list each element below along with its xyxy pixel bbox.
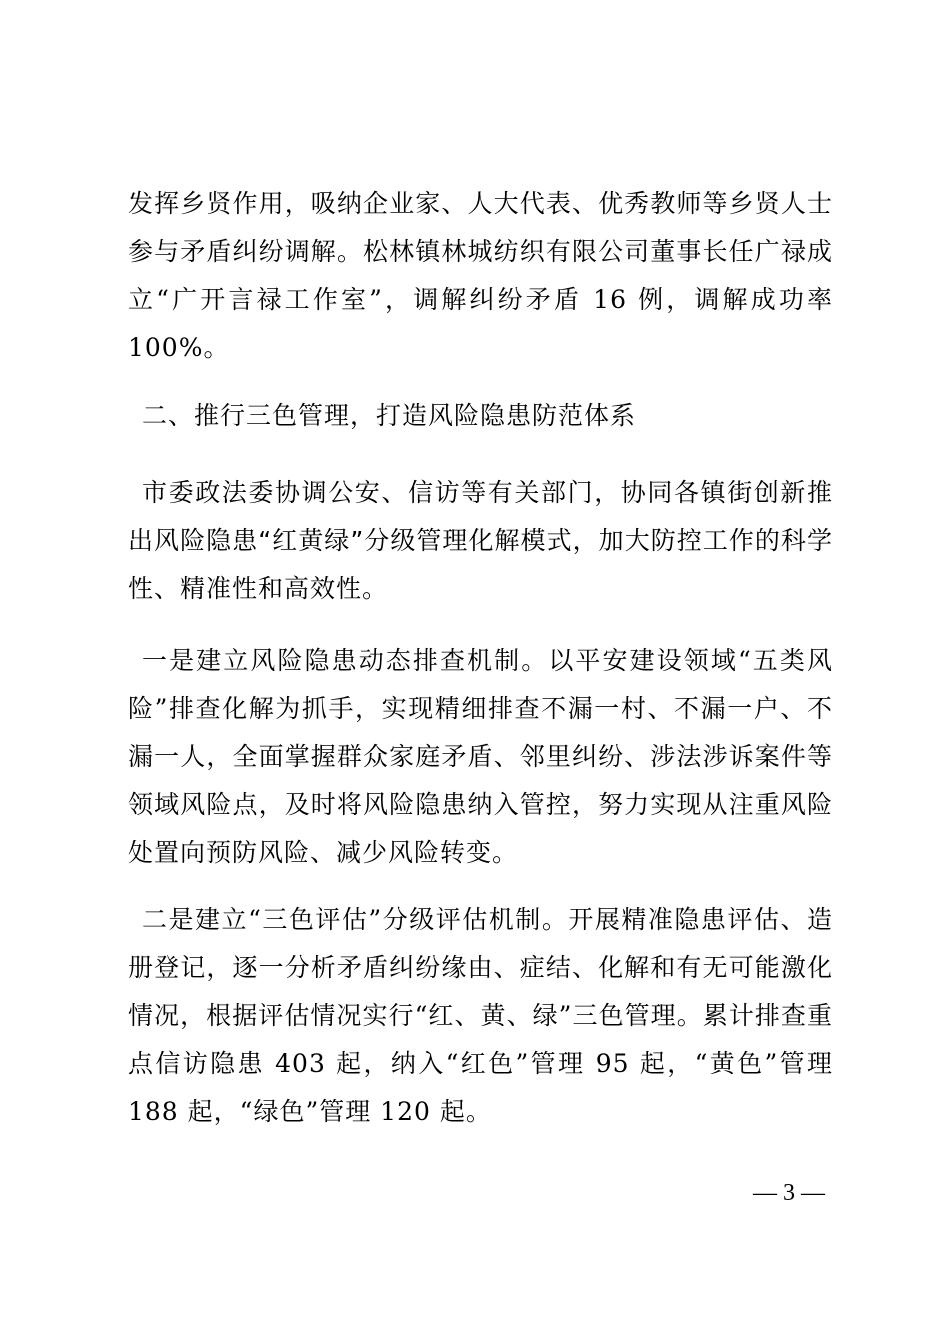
section-heading-two: 二、推行三色管理，打造风险隐患防范体系 — [142, 401, 637, 430]
paragraph-red-yellow-green-model: 市委政法委协调公安、信访等有关部门，协同各镇街创新推出风险隐患“红黄绿”分级管理化解模式，加大防控工作的科学性、精准性和高效性。 — [128, 478, 833, 603]
paragraph-risk-screening-mechanism: 一是建立风险隐患动态排查机制。以平安建设领域“五类风险”排查化解为抓手，实现精细排查不漏一村、不漏一户、不漏一人，全面掌握群众家庭矛盾、邻里纠纷、涉法涉诉案件等领域风险点，及时将风险隐患纳入管控，努力实现从注重风险处置向预防风险、减少风险转变。 — [128, 646, 833, 867]
paragraph-rural-elites: 发挥乡贤作用，吸纳企业家、人大代表、优秀教师等乡贤人士参与矛盾纠纷调解。松林镇林城纺织有限公司董事长任广禄成立“广开言禄工作室”，调解纠纷矛盾 16 例，调解成功率 100%。 — [128, 189, 833, 362]
page-number: — 3 — — [753, 1180, 825, 1206]
paragraph-three-color-assessment: 二是建立“三色评估”分级评估机制。开展精准隐患评估、造册登记，逐一分析矛盾纠纷缘由、症结、化解和有无可能激化情况，根据评估情况实行“红、黄、绿”三色管理。累计排查重点信访隐患 403 起，纳入“红色”管理 95 起，“黄色”管理 188 起，“绿色”管理 120 起。 — [128, 905, 833, 1126]
